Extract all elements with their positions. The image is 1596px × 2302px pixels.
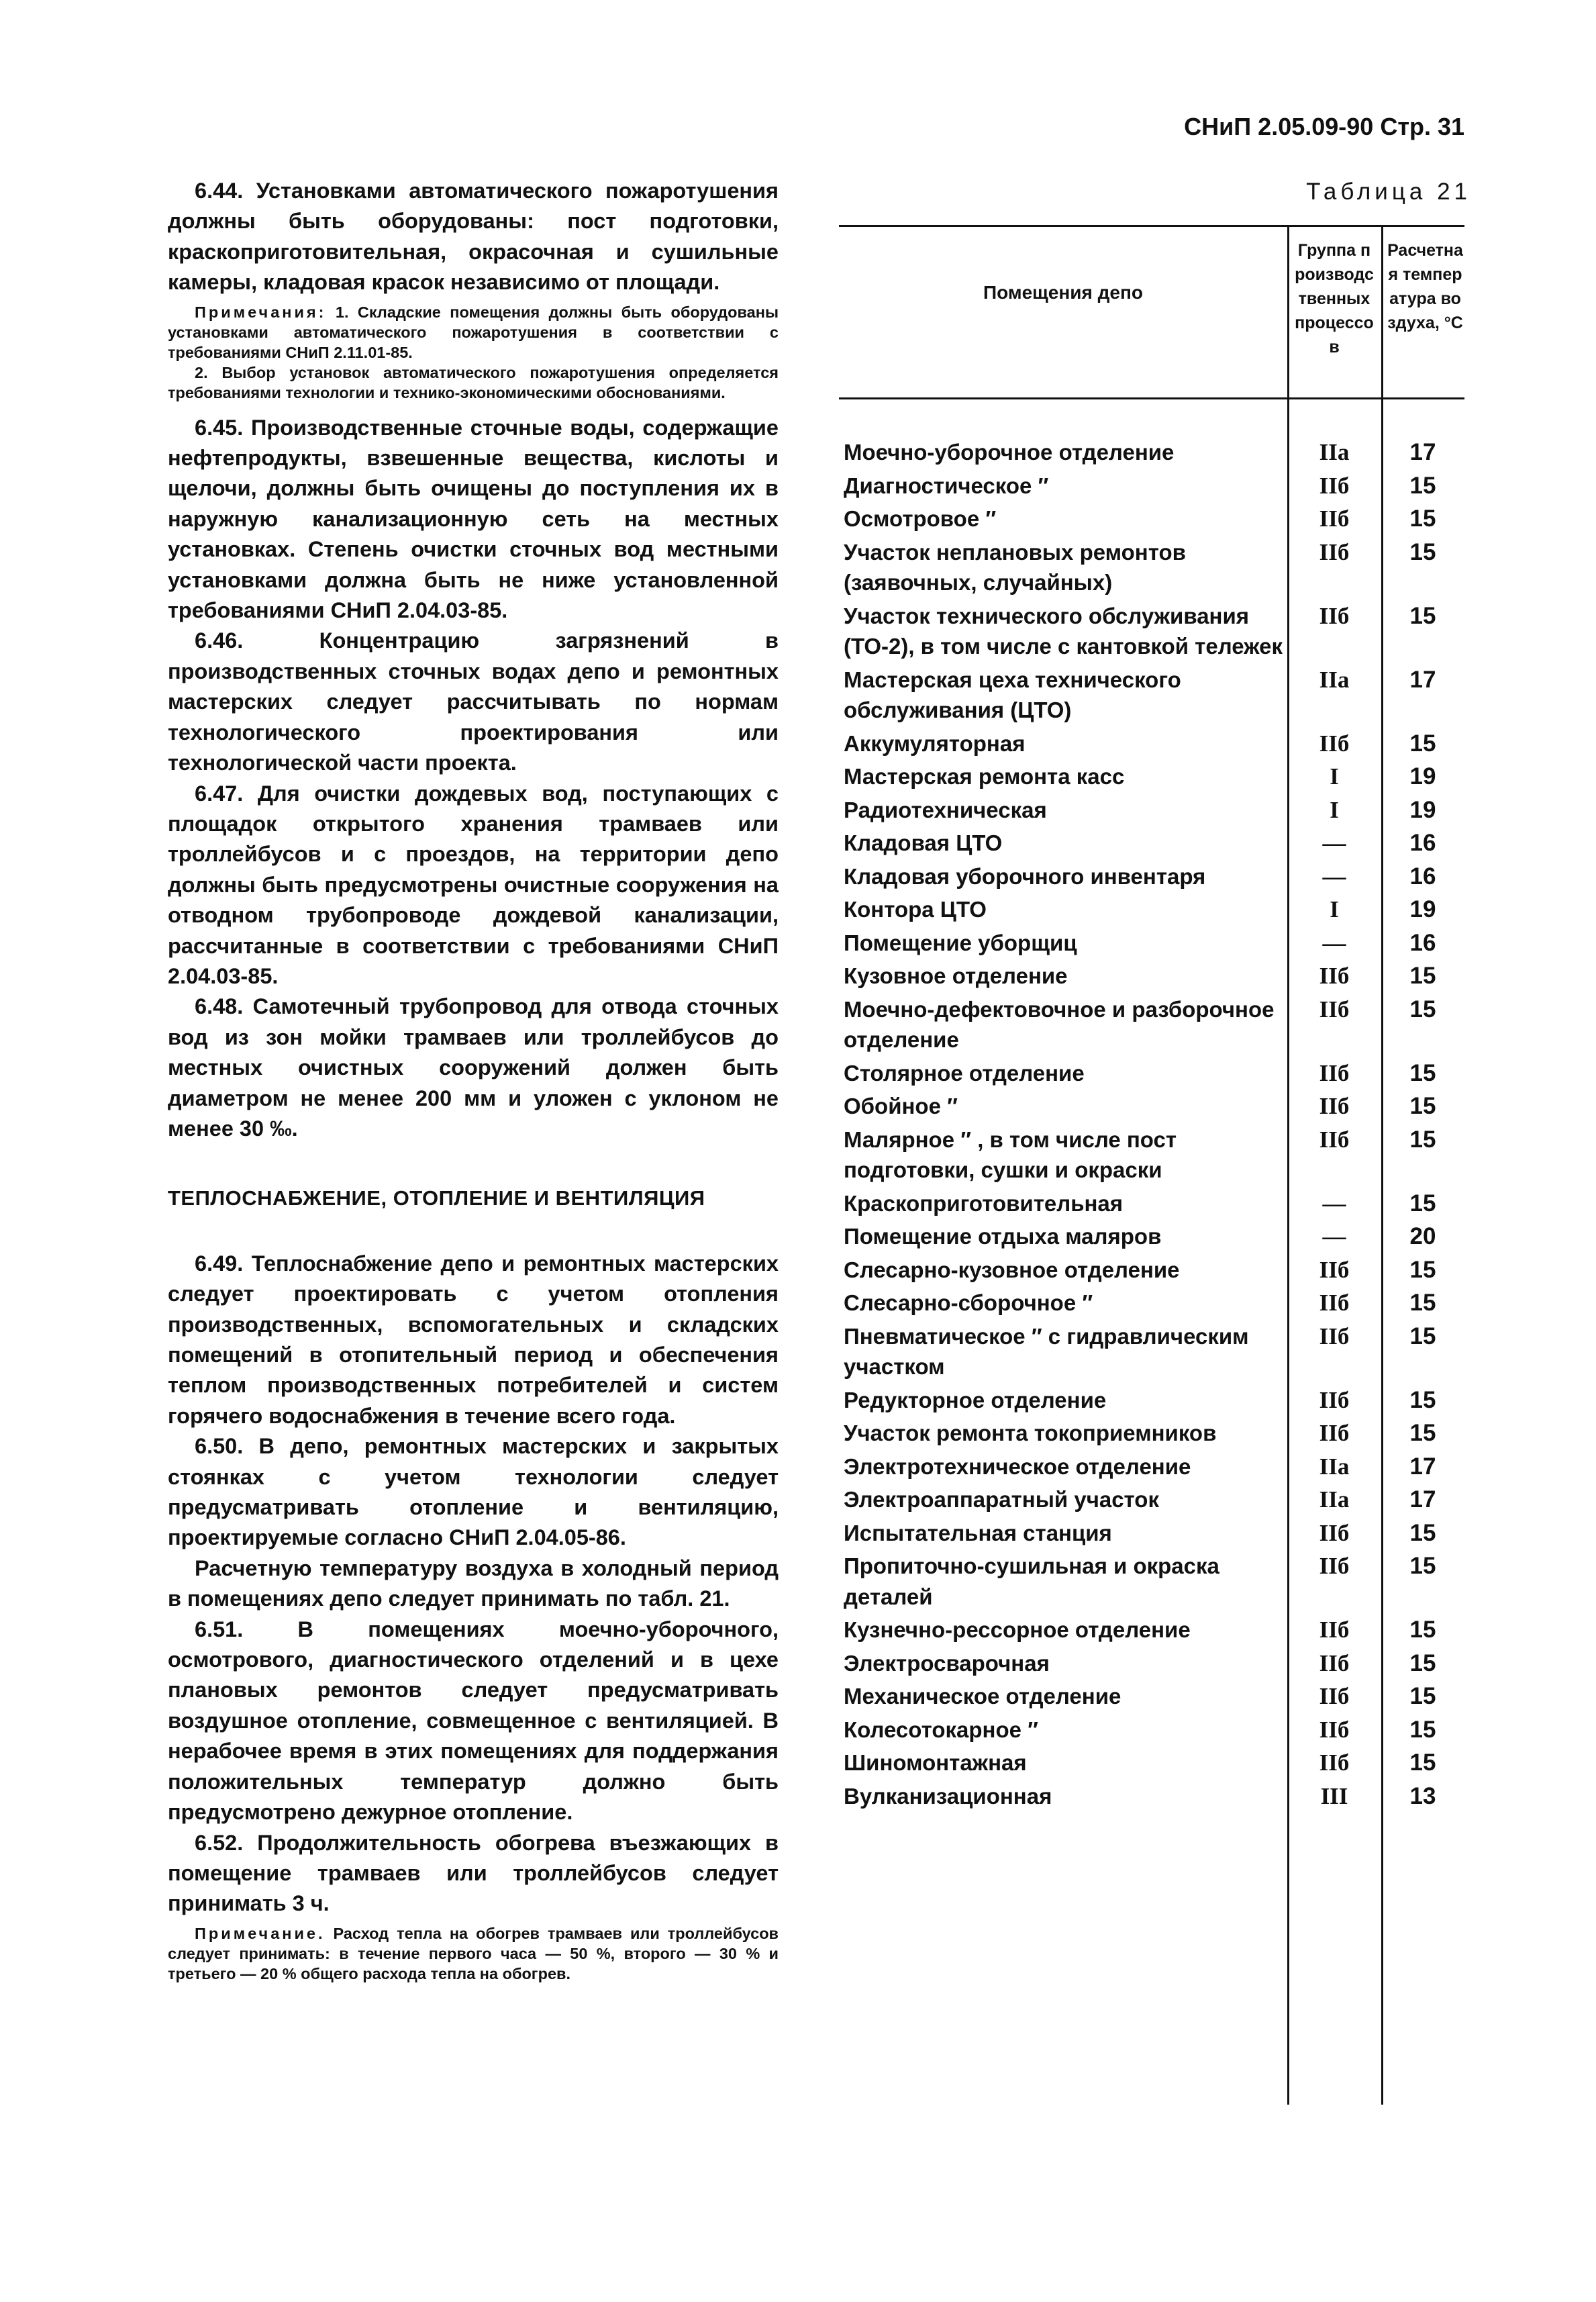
table-row <box>839 1645 1464 1679</box>
temperature-cell: 16 <box>1409 863 1436 890</box>
table-row <box>839 1678 1464 1712</box>
table-top-rule <box>839 225 1464 227</box>
note-6-52 <box>168 1923 779 1984</box>
group-cell: I <box>1330 763 1339 789</box>
room-name-cell: Пневматическое ″ с гидравлическим участком <box>844 1323 1249 1379</box>
group-cell: — <box>1322 929 1346 956</box>
table-row <box>839 662 1464 726</box>
table-body <box>839 434 1464 1811</box>
table-row <box>839 501 1464 534</box>
room-name-cell: Краскоприготовительная <box>844 1190 1124 1216</box>
group-cell: IIб <box>1319 1649 1350 1676</box>
paragraph-6-50: 6.50. В депо, ремонтных мастерских и закрытых стоянках с учетом технологии следует предусматривать отопление и вентиляцию, проектируемые согласно СНиП 2.04.05-86. <box>168 1434 779 1550</box>
group-cell: IIа <box>1319 1453 1350 1480</box>
room-name-cell: Мастерская ремонта касс <box>844 764 1125 789</box>
room-name-cell: Шиномонтажная <box>844 1750 1027 1775</box>
note-label: Примечание. <box>195 1924 326 1942</box>
paragraph-6-46: 6.46. Концентрацию загрязнений в производственных сточных водах депо и ремонтных мастерских следует рассчитывать по нормам технологического проектирования или технологической части проекта. <box>168 628 779 775</box>
room-name-cell: Кладовая ЦТО <box>844 830 1003 855</box>
group-cell: I <box>1330 796 1339 823</box>
group-cell: IIа <box>1319 439 1350 465</box>
table-header-rule <box>839 397 1464 399</box>
paragraph-6-50-b: Расчетную температуру воздуха в холодный период в помещениях депо следует принимать по табл. 21. <box>168 1555 779 1611</box>
group-cell: IIб <box>1319 963 1350 989</box>
room-name-cell: Электротехническое отделение <box>844 1453 1191 1479</box>
table-row <box>839 1252 1464 1286</box>
page-header: СНиП 2.05.09-90 Стр. 31 <box>1184 113 1464 140</box>
room-name-cell: Участок ремонта токоприемников <box>844 1421 1217 1445</box>
table-row <box>839 1186 1464 1219</box>
table-row <box>839 434 1464 468</box>
table-row <box>839 1449 1464 1482</box>
room-name-cell: Осмотровое ″ <box>844 506 997 531</box>
temperature-cell: 15 <box>1409 1420 1436 1446</box>
room-name-cell: Механическое отделение <box>844 1684 1121 1709</box>
group-cell: IIб <box>1319 538 1350 565</box>
group-cell: IIб <box>1319 1323 1350 1349</box>
group-cell: IIб <box>1319 1059 1350 1086</box>
group-cell: — <box>1322 1223 1346 1249</box>
table-row <box>839 925 1464 959</box>
room-name-cell: Моечно-уборочное отделение <box>844 440 1175 465</box>
paragraph-6-44: 6.44. Установками автоматического пожаротушения должны быть оборудованы: пост подготовки, краскоприготовительная, окрасочная и сушильные камеры, кладовая красок независимо от площади. <box>168 179 779 295</box>
temperature-cell: 17 <box>1409 1486 1436 1513</box>
temperature-cell: 15 <box>1409 1617 1436 1643</box>
group-cell: IIб <box>1319 1749 1350 1776</box>
room-name-cell: Столярное отделение <box>844 1060 1085 1086</box>
temperature-cell: 15 <box>1409 472 1436 499</box>
temperature-cell: 13 <box>1409 1782 1436 1809</box>
temperature-cell: 15 <box>1409 1290 1436 1316</box>
room-name-cell: Слесарно-кузовное отделение <box>844 1257 1180 1282</box>
table-row <box>839 992 1464 1055</box>
room-name-cell: Пропиточно-сушильная и окраска деталей <box>844 1553 1219 1609</box>
group-cell: IIб <box>1319 1420 1350 1446</box>
room-name-cell: Мастерская цеха технического обслуживания (ЦТО) <box>844 667 1181 722</box>
room-name-cell: Аккумуляторная <box>844 730 1026 756</box>
temperature-cell: 15 <box>1409 996 1436 1022</box>
table-row <box>839 1515 1464 1549</box>
room-name-cell: Контора ЦТО <box>844 897 987 922</box>
group-cell: — <box>1322 1190 1346 1216</box>
group-cell: IIб <box>1319 1553 1350 1579</box>
temperature-cell: 19 <box>1409 796 1436 823</box>
table-row <box>839 825 1464 859</box>
temperature-cell: 15 <box>1409 1683 1436 1709</box>
paragraph-6-52: 6.52. Продолжительность обогрева въезжающих в помещение трамваев или троллейбусов следует принимать 3 ч. <box>168 1830 779 1916</box>
temperature-cell: 15 <box>1409 963 1436 989</box>
temperature-cell: 16 <box>1409 929 1436 956</box>
table-row <box>839 892 1464 925</box>
temperature-cell: 19 <box>1409 763 1436 789</box>
table-row <box>839 468 1464 501</box>
col-header-group: Группа производственных процессов <box>1295 241 1374 356</box>
temperature-cell: 15 <box>1409 1093 1436 1119</box>
group-cell: IIб <box>1319 1519 1350 1546</box>
table-row <box>839 1218 1464 1252</box>
group-cell: IIб <box>1319 1290 1350 1316</box>
room-name-cell: Кузнечно-рессорное отделение <box>844 1617 1191 1642</box>
room-name-cell: Колесотокарное ″ <box>844 1717 1038 1742</box>
group-cell: IIб <box>1319 1126 1350 1153</box>
table-row <box>839 1122 1464 1186</box>
paragraph-6-51: 6.51. В помещениях моечно-уборочного, осмотрового, диагностического отделений и в цехе плановых ремонтов следует предусматривать воздушное отопление, совмещенное с вентиляцией. В нерабочее время в этих помещениях для поддержания положительных температур должно быть предусмотрено дежурное отопление. <box>168 1617 779 1825</box>
col-header-temp: Расчетная температура воздуха, °С <box>1387 241 1463 332</box>
paragraph-6-45: 6.45. Производственные сточные воды, содержащие нефтепродукты, взвешенные вещества, кислоты и щелочи, должны быть очищены до поступления их в наружную канализационную сеть на местных установках. Степень очистки сточных вод местными установками должна быть не ниже установленной требованиями СНиП 2.04.03-85. <box>168 415 779 623</box>
room-name-cell: Электросварочная <box>844 1650 1050 1676</box>
table-row <box>839 1482 1464 1515</box>
group-cell: IIб <box>1319 1683 1350 1709</box>
note-text: Расход тепла на обогрев трамваев или троллейбусов следует принимать: в течение первого часа — 50 %, второго — 30 % и третьего — 20 % общего расхода тепла на обогрев. <box>168 1924 779 1983</box>
table-row <box>839 1778 1464 1812</box>
table-row <box>839 726 1464 759</box>
temperature-cell: 17 <box>1409 1453 1436 1480</box>
temperature-cell: 15 <box>1409 1256 1436 1283</box>
paragraph-6-47: 6.47. Для очистки дождевых вод, поступающих с площадок открытого хранения трамваев или троллейбусов и с проездов, на территории депо должны быть предусмотрены очистные сооружения на отводном трубопроводе дождевой канализации, рассчитанные в соответствии с требованиями СНиП 2.04.03-85. <box>168 781 779 988</box>
main-text-column <box>168 176 779 1984</box>
temperature-cell: 15 <box>1409 602 1436 629</box>
group-cell: III <box>1320 1782 1348 1809</box>
table-row <box>839 534 1464 598</box>
table-row <box>839 1415 1464 1449</box>
temperature-cell: 16 <box>1409 830 1436 856</box>
paragraph-6-49: 6.49. Теплоснабжение депо и ремонтных мастерских следует проектировать с учетом отопления производственных, вспомогательных и складских помещений в отопительный период и обеспечения теплом производственных потребителей и систем горячего водоснабжения в течение всего года. <box>168 1251 779 1428</box>
room-name-cell: Участок неплановых ремонтов (заявочных, случайных) <box>844 539 1186 595</box>
temperature-cell: 15 <box>1409 1716 1436 1743</box>
section-heading: ТЕПЛОСНАБЖЕНИЕ, ОТОПЛЕНИЕ И ВЕНТИЛЯЦИЯ <box>168 1186 705 1210</box>
room-name-cell: Кладовая уборочного инвентаря <box>844 863 1206 889</box>
paragraph-6-48: 6.48. Самотечный трубопровод для отвода сточных вод из зон мойки трамваев или троллейбусов до местных очистных сооружений должен быть диаметром не менее 200 мм и уложен с уклоном не менее 30 ‰. <box>168 994 779 1141</box>
table-row <box>839 1318 1464 1382</box>
group-cell: IIб <box>1319 1256 1350 1283</box>
table-row <box>839 1612 1464 1645</box>
temperature-cell: 17 <box>1409 439 1436 465</box>
room-name-cell: Слесарно-сборочное ″ <box>844 1290 1093 1315</box>
room-name-cell: Радиотехническая <box>844 797 1047 822</box>
table-row <box>839 1548 1464 1612</box>
group-cell: IIб <box>1319 602 1350 629</box>
temperature-cell: 15 <box>1409 1519 1436 1546</box>
table-row <box>839 1712 1464 1745</box>
room-name-cell: Редукторное отделение <box>844 1387 1107 1412</box>
col-header-rooms: Помещения депо <box>983 282 1143 303</box>
group-cell: IIа <box>1319 666 1350 693</box>
note-6-44 <box>168 302 779 363</box>
room-name-cell: Помещение отдыха маляров <box>844 1224 1162 1249</box>
room-name-cell: Диагностическое ″ <box>844 473 1049 498</box>
temperature-cell: 15 <box>1409 730 1436 757</box>
temperature-cell: 15 <box>1409 1649 1436 1676</box>
group-cell: IIб <box>1319 1617 1350 1643</box>
temperature-cell: 15 <box>1409 1059 1436 1086</box>
note-label: Примечания: <box>195 303 327 321</box>
room-name-cell: Малярное ″ , в том числе пост подготовки, сушки и окраски <box>844 1126 1177 1182</box>
room-name-cell: Участок технического обслуживания (ТО-2), в том числе с кантовкой тележек <box>844 603 1283 659</box>
table-row <box>839 1382 1464 1416</box>
room-name-cell: Испытательная станция <box>844 1520 1112 1545</box>
table-row <box>839 958 1464 992</box>
group-cell: IIб <box>1319 472 1350 499</box>
temperature-cell: 15 <box>1409 538 1436 565</box>
room-name-cell: Обойное ″ <box>844 1094 958 1118</box>
group-cell: — <box>1322 830 1346 856</box>
table-row <box>839 1055 1464 1089</box>
temperature-cell: 17 <box>1409 666 1436 693</box>
note-item-1: 1. Складские помещения должны быть оборудованы установками автоматического пожаротушения в соответствии с требованиями СНиП 2.11.01-85. <box>168 303 779 362</box>
note-item-2: 2. Выбор установок автоматического пожаротушения определяется требованиями технологии и технико-экономическими обоснованиями. <box>168 364 779 402</box>
group-cell: — <box>1322 863 1346 890</box>
group-cell: IIб <box>1319 996 1350 1022</box>
table-row <box>839 859 1464 892</box>
group-cell: I <box>1330 896 1339 922</box>
temperature-cell: 15 <box>1409 1749 1436 1776</box>
group-cell: IIа <box>1319 1486 1350 1513</box>
table-row <box>839 1285 1464 1318</box>
group-cell: IIб <box>1319 1386 1350 1413</box>
table-row <box>839 1745 1464 1778</box>
room-name-cell: Электроаппаратный участок <box>844 1487 1159 1512</box>
table-row <box>839 598 1464 662</box>
group-cell: IIб <box>1319 1716 1350 1743</box>
table-row <box>839 1088 1464 1122</box>
temperature-cell: 15 <box>1409 1386 1436 1413</box>
room-name-cell: Вулканизационная <box>844 1783 1052 1809</box>
group-cell: IIб <box>1319 1093 1350 1119</box>
group-cell: IIб <box>1319 506 1350 532</box>
room-name-cell: Помещение уборщиц <box>844 930 1077 955</box>
temperature-cell: 19 <box>1409 896 1436 922</box>
temperature-cell: 15 <box>1409 1190 1436 1216</box>
table-row <box>839 792 1464 826</box>
group-cell: IIб <box>1319 730 1350 757</box>
temperature-cell: 20 <box>1409 1223 1436 1249</box>
temperature-cell: 15 <box>1409 1553 1436 1579</box>
room-name-cell: Моечно-дефектовочное и разборочное отделение <box>844 996 1275 1052</box>
table-row <box>839 759 1464 792</box>
table-caption: Таблица 21 <box>1306 179 1471 205</box>
temperature-cell: 15 <box>1409 506 1436 532</box>
room-name-cell: Кузовное отделение <box>844 963 1068 988</box>
temperature-cell: 15 <box>1409 1323 1436 1349</box>
temperature-cell: 15 <box>1409 1126 1436 1153</box>
